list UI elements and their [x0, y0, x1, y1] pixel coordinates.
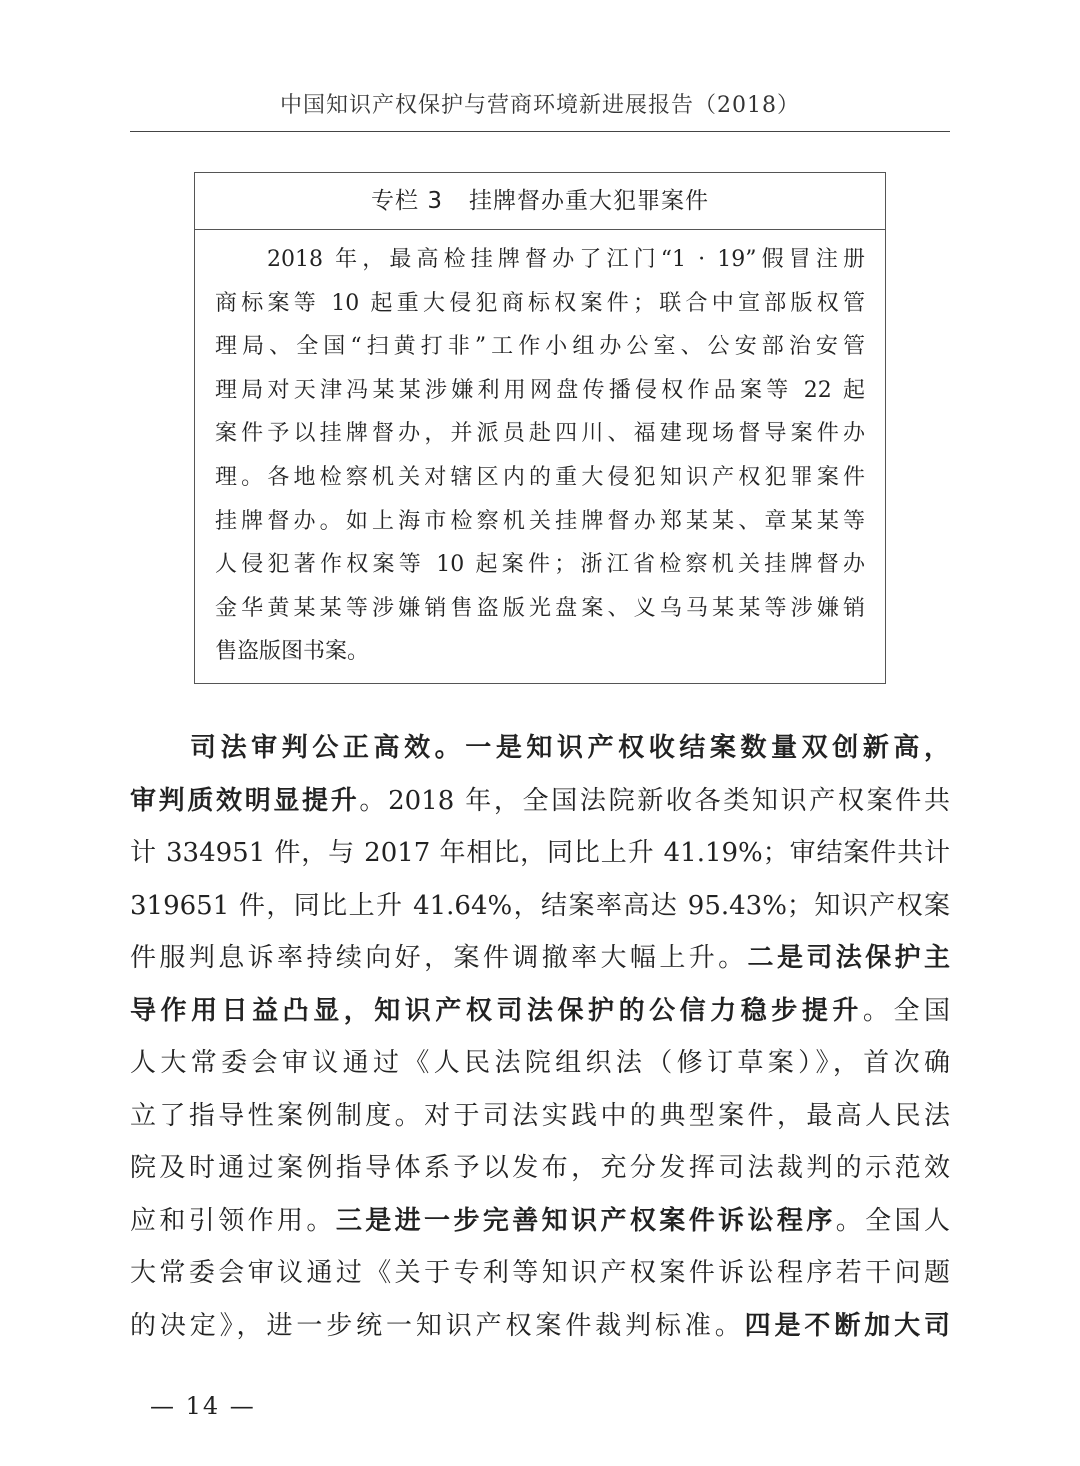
- sidebar-line: 2018 年，最高检挂牌督办了江门“1 · 19”假冒注册: [267, 247, 865, 272]
- bold-phrase: 二是司法保护主: [747, 943, 950, 973]
- bold-phrase: 三是进一步完善知识产权案件诉讼程序: [335, 1205, 836, 1236]
- text-run: 。全国人: [835, 1205, 950, 1236]
- body-line: 人大常委会审议通过《人民法院组织法（修订草案）》，首次确: [130, 1048, 950, 1078]
- body-line: 立了指导性案例制度。对于司法实践中的典型案件，最高人民法: [130, 1100, 950, 1131]
- sidebar-heading: 挂牌督办重大犯罪案件: [468, 188, 709, 214]
- body-line: 319651 件，同比上升 41.64%，结案率高达 95.43%；知识产权案: [130, 890, 950, 921]
- body-line: [130, 1300, 950, 1353]
- main-body-text: [130, 722, 950, 1352]
- sidebar-line: 理。各地检察机关对辖区内的重大侵犯知识产权犯罪案件: [215, 464, 865, 490]
- text-run: 的决定》，进一步统一知识产权案件裁判标准。: [130, 1310, 745, 1341]
- sidebar-label: 专栏 3: [371, 188, 443, 214]
- sidebar-body: [195, 230, 885, 674]
- sidebar-line: 商标案等 10 起重大侵犯商标权案件；联合中宣部版权管: [215, 290, 865, 316]
- bold-phrase: 审判质效明显提升: [130, 785, 360, 816]
- text-run: 件服判息诉率持续向好，案件调撤率大幅上升。: [130, 943, 748, 973]
- sidebar-line: 挂牌督办。如上海市检察机关挂牌督办郑某某、章某某等: [215, 508, 865, 534]
- sidebar-line: 人侵犯著作权案等 10 起案件；浙江省检察机关挂牌督办: [215, 552, 865, 578]
- sidebar-line: 案件予以挂牌督办，并派员赴四川、福建现场督导案件办: [215, 421, 865, 447]
- bold-phrase: 四是不断加大司: [744, 1310, 950, 1341]
- body-line: [130, 985, 950, 1038]
- text-run: 应和引领作用。: [130, 1205, 336, 1236]
- bold-phrase: 导作用日益凸显，知识产权司法保护的公信力稳步提升: [130, 995, 863, 1026]
- sidebar-line: 售盗版图书案。: [215, 639, 370, 665]
- body-line: 大常委会审议通过《关于专利等知识产权案件诉讼程序若干问题: [130, 1258, 950, 1288]
- sidebar-line: 理局、全国“扫黄打非”工作小组办公室、公安部治安管: [215, 334, 865, 360]
- body-line: 院及时通过案例指导体系予以发布，充分发挥司法裁判的示范效: [130, 1153, 950, 1183]
- sidebar-box: [194, 172, 886, 684]
- body-line: [130, 932, 950, 985]
- header-divider: [130, 131, 950, 132]
- sidebar-title: [195, 173, 885, 230]
- running-header: 中国知识产权保护与营商环境新进展报告（2018）: [280, 93, 800, 118]
- body-line: 计 334951 件，与 2017 年相比，同比上升 41.19%；审结案件共计: [130, 838, 950, 868]
- sidebar-line: 金华黄某某等涉嫌销售盗版光盘案、义乌马某某等涉嫌销: [215, 595, 865, 621]
- sidebar-line: 理局对天津冯某某涉嫌利用网盘传播侵权作品案等 22 起: [215, 377, 865, 403]
- page-number: — 14 —: [150, 1392, 256, 1420]
- body-line: [130, 775, 950, 828]
- body-line: [130, 1195, 950, 1248]
- text-run: 。全国: [862, 995, 950, 1026]
- body-line: 司法审判公正高效。一是知识产权收结案数量双创新高，: [190, 733, 950, 763]
- text-run: 。2018 年，全国法院新收各类知识产权案件共: [359, 785, 950, 816]
